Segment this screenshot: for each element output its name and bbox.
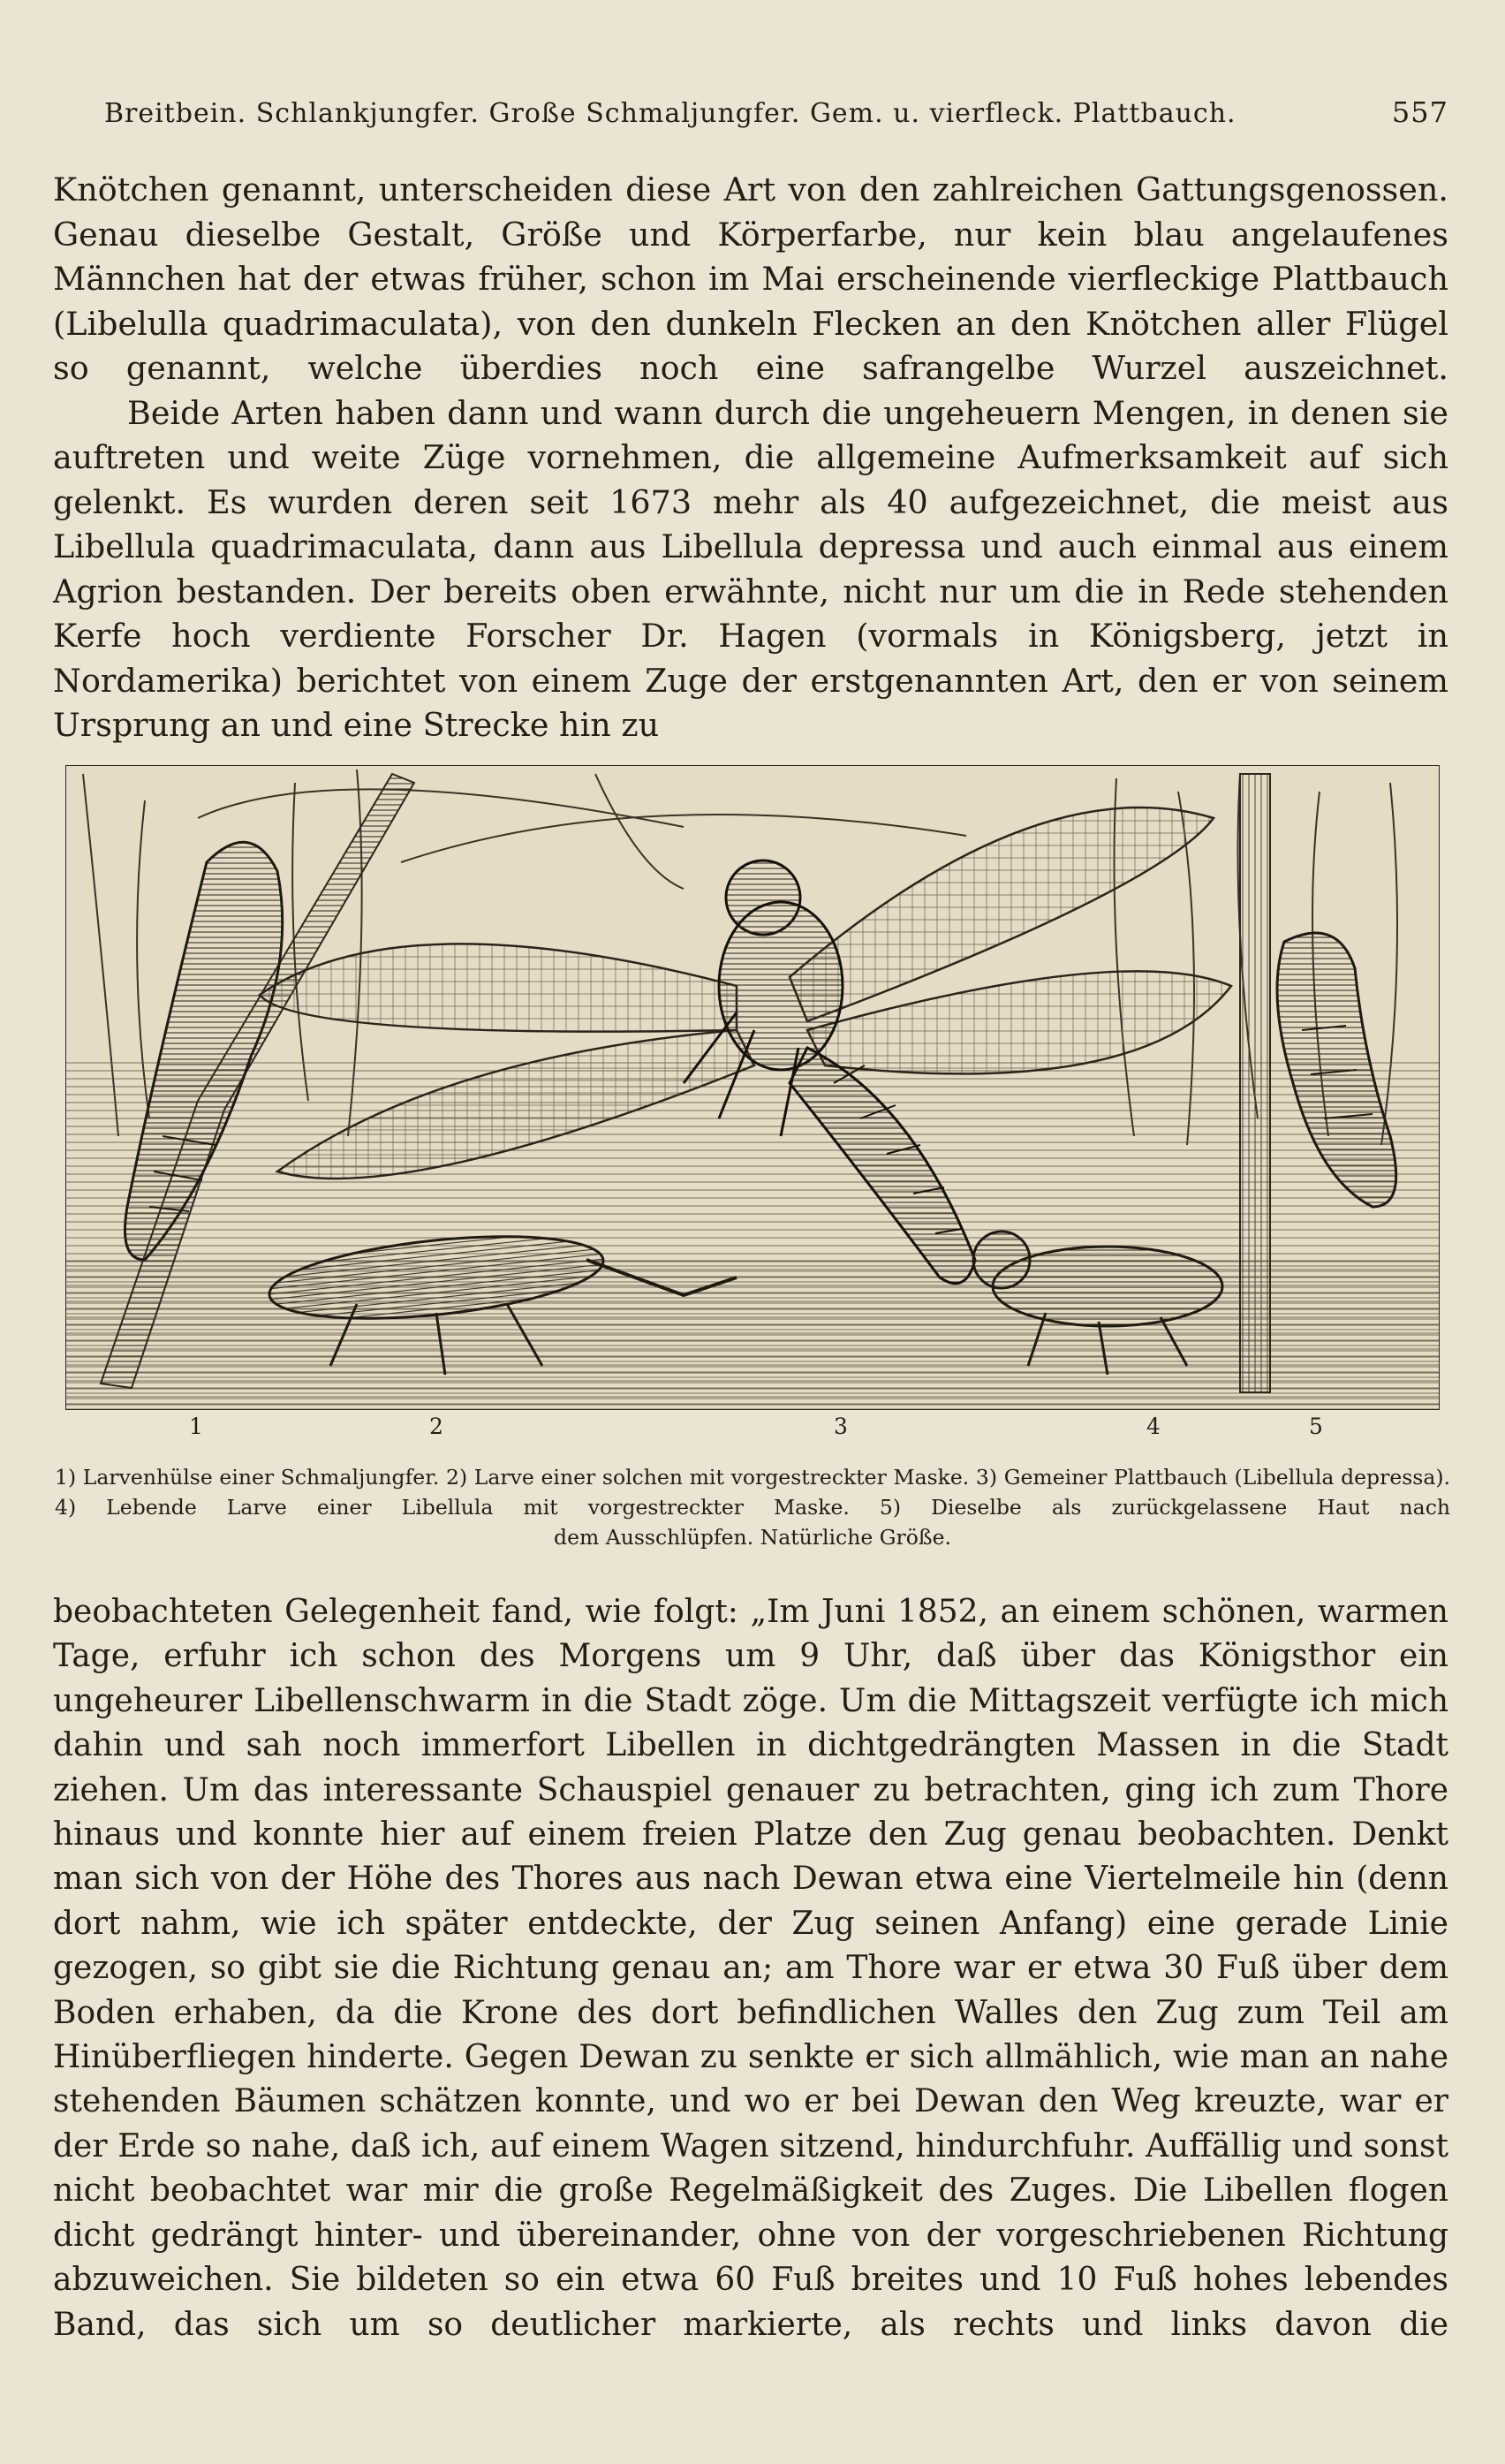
page-number: 557 bbox=[1391, 95, 1448, 129]
figure-caption bbox=[55, 1462, 1450, 1552]
figure-number-2: 2 bbox=[429, 1414, 443, 1439]
running-head-titles: Breitbein. Schlankjungfer. Große Schmaljungfer. Gem. u. vierfleck. Plattbauch. bbox=[104, 98, 1237, 129]
paragraph-1: Knötchen genannt, unterscheiden diese Art von den zahlreichen Gattungsgenossen. Genau dieselbe Gestalt, Größe und Körperfarbe, nur kein blau angelaufenes Männchen hat der etwas früher, schon im Mai erscheinende vierfleckige Plattbauch (Libelulla quadrimaculata), von den dunkeln Flecken an den Knötchen aller Flügel so genannt, welche überdies noch eine safrangelbe Wurzel auszeichnet. bbox=[53, 171, 1448, 387]
figure-number-5: 5 bbox=[1309, 1414, 1323, 1439]
dragonfly-illustration bbox=[65, 765, 1440, 1410]
running-head bbox=[104, 95, 1448, 134]
figure-numbers bbox=[0, 1414, 1505, 1445]
top-text-block bbox=[53, 168, 1448, 748]
engraving-svg bbox=[65, 765, 1440, 1410]
figure-number-4: 4 bbox=[1146, 1414, 1161, 1439]
paragraph-2: Beide Arten haben dann und wann durch die ungeheuern Mengen, in denen sie auftreten und weite Züge vornehmen, die allgemeine Aufmerksamkeit auf sich gelenkt. Es wurden deren seit 1673 mehr als 40 aufgezeichnet, die meist aus Libellula quadrimaculata, dann aus Libellula depressa und auch einmal aus einem Agrion bestanden. Der bereits oben erwähnte, nicht nur um die in Rede stehenden Kerfe hoch verdiente Forscher Dr. Hagen (vormals in Königsberg, jetzt in Nordamerika) berichtet von einem Zuge der erstgenannten Art, den er von seinem Ursprung an und eine Strecke hin zu bbox=[53, 393, 1448, 744]
bottom-text-block bbox=[53, 1590, 1448, 2347]
paragraph-3: beobachteten Gelegenheit fand, wie folgt: „Im Juni 1852, an einem schönen, warmen Tage, erfuhr ich schon des Morgens um 9 Uhr, daß über das Königsthor ein ungeheurer Libellenschwarm in die Stadt zöge. Um die Mittagszeit verfügte ich mich dahin und sah noch immerfort Libellen in dichtgedrängten Massen in die Stadt ziehen. Um das interessante Schauspiel genauer zu betrachten, ging ich zum Thore hinaus und konnte hier auf einem freien Platze den Zug genau beobachten. Denkt man sich von der Höhe des Thores aus nach Dewan etwa eine Viertelmeile hin (denn dort nahm, wie ich später entdeckte, der Zug seinen Anfang) eine gerade Linie gezogen, so gibt sie die Richtung genau an; am Thore war er etwa 30 Fuß über dem Boden erhaben, da die Krone des dort befindlichen Walles den Zug zum Teil am Hinüberfliegen hinderte. Gegen Dewan zu senkte er sich allmählich, wie man an nahe stehenden Bäumen schätzen konnte, und wo er bei Dewan den Weg kreuzte, war er der Erde so nahe, daß ich, auf einem Wagen sitzend, hindurchfuhr. Auffällig und sonst nicht beobachtet war mir die große Regelmäßigkeit des Zuges. Die Libellen flogen dicht gedrängt hinter- und übereinander, ohne von der vorgeschriebenen Richtung abzuweichen. Sie bildeten so ein etwa 60 Fuß breites und 10 Fuß hohes lebendes Band, das sich um so deutlicher markierte, als rechts und links davon die bbox=[53, 1594, 1448, 2343]
figure-number-3: 3 bbox=[834, 1414, 848, 1439]
caption-main: 1) Larvenhülse einer Schmaljungfer. 2) Larve einer solchen mit vorgestreckter Maske. 3) Gemeiner Plattbauch (Libellula depressa). 4) Lebende Larve einer Libellula mit vorgestreckter Maske. 5) Dieselbe als zurückgelassene Haut nach bbox=[55, 1465, 1450, 1520]
caption-last-line: dem Ausschlüpfen. Natürliche Größe. bbox=[554, 1525, 951, 1550]
figure-number-1: 1 bbox=[189, 1414, 203, 1439]
